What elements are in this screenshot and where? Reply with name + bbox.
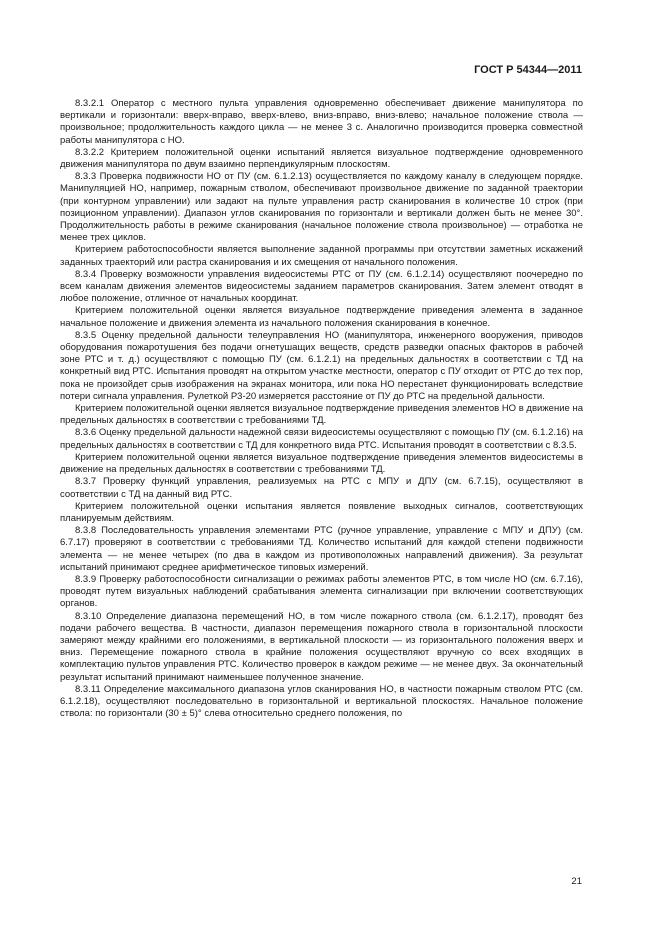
paragraph: Критерием положительной оценки испытания является появление выходных сигналов, соответствующих планируемым действиям.	[60, 500, 583, 524]
paragraph: 8.3.3 Проверка подвижности НО от ПУ (см. 6.1.2.13) осуществляется по каждому каналу в следующем порядке. Манипуляцией НО, например, пожарным стволом, обеспечивают произвольное движение по заданной траектории (при контурном управлении) или задают на пульте управления растр сканирования в количестве 10 строк (при позиционном управлении). Диапазон углов сканирования по горизонтали и вертикали должен быть не менее 30°. Продолжительность работы в режиме сканирования (начальное положение ствола произвольное) — отработка не менее трех циклов.	[60, 171, 583, 244]
page-number: 21	[571, 876, 582, 887]
paragraph: 8.3.2.1 Оператор с местного пульта управления одновременно обеспечивает движение манипулятора по вертикали и горизонтали: вверх-вправо, вверх-влево, вниз-вправо, вниз-влево; начальное положение ствола — произвольное; продолжительность каждого цикла — не менее 3 с. Аналогично производится проверка совместной работы манипулятора с НО.	[60, 98, 583, 146]
paragraph: 8.3.8 Последовательность управления элементами РТС (ручное управление, управление с МПУ и ДПУ) (см. 6.7.17) проверяют в соответствии с требованиями ТД. Количество испытаний для каждой степени подвижности элемента — не менее четырех (по два в каждом из противоположных направлений движения). За результат испытаний принимают среднее арифметическое типовых измерений.	[60, 525, 583, 573]
paragraph: Критерием работоспособности является выполнение заданной программы при отсутствии заметных искажений заданных траекторий или растра сканирования и их смещения от начального положения.	[60, 244, 583, 268]
paragraph: Критерием положительной оценки является визуальное подтверждение приведения элементов НО в движение на предельных дальностях в соответствии с требованиями ТД.	[60, 403, 583, 427]
paragraph: Критерием положительной оценки является визуальное подтверждение приведения элемента в заданное начальное положение и движения элемента из начального положения сканирования в конечное.	[60, 305, 583, 329]
paragraph: 8.3.6 Оценку предельной дальности надежной связи видеосистемы осуществляют с помощью ПУ (см. 6.1.2.16) на предельных дальностях в соответствии с ТД для конкретного вида РТС. Испытания проводят в соответствии с 8.3.5.	[60, 427, 583, 451]
paragraph: 8.3.2.2 Критерием положительной оценки испытаний является визуальное подтверждение одновременного движения манипулятора по двум взаимно перпендикулярным плоскостям.	[60, 146, 583, 171]
paragraph: 8.3.9 Проверку работоспособности сигнализации о режимах работы элементов РТС, в том числе НО (см. 6.7.16), проводят путем визуальных наблюдений срабатывания элемента сигнализации при включении соответствующих органов.	[60, 573, 583, 610]
paragraph: 8.3.11 Определение максимального диапазона углов сканирования НО, в частности пожарным стволом РТС (см. 6.1.2.18), осуществляют последовательно в горизонтальной и вертикальной плоскостях. Начальное положение ствола: по горизонтали (30 ± 5)° слева относительно среднего положения, по	[60, 683, 583, 720]
paragraph: 8.3.4 Проверку возможности управления видеосистемы РТС от ПУ (см. 6.1.2.14) осуществляют поочередно по всем каналам движения элементов видеосистемы заданием параметров сканирования. Затем элемент отводят в любое положение, отличное от начальных координат.	[60, 268, 583, 305]
paragraph: 8.3.5 Оценку предельной дальности телеуправления НО (манипулятора, инженерного вооружения, приводов оборудования пожаротушения без подачи огнетушащих веществ, средств разведки опасных факторов в рабочей зоне РТС и т. д.) осуществляют с помощью ПУ (см. 6.1.2.1) на предельных дальностях в соответствии с ТД на конкретный вид РТС. Испытания проводят на открытом участке местности, оператор с ПУ отходит от РТС до тех пор, пока не произойдет срыв изображения на экранах монитора, или пока НО перестанет функционировать вследствие потери сигнала управления. Рулеткой Р3-20 измеряется расстояние от ПУ до РТС на предельной дальности.	[60, 329, 583, 402]
paragraph: 8.3.10 Определение диапазона перемещений НО, в том числе пожарного ствола (см. 6.1.2.17), проводят без подачи рабочего вещества. В частности, диапазон перемещения пожарного ствола в горизонтальной плоскости замеряют между крайними его положениями, в вертикальной плоскости — из горизонтального положения вверх и вниз. Перемещение пожарного ствола в крайние положения осуществляют вручную со всех входящих в комплектацию пультов управления РТС. Количество проверок в каждом режиме — не менее двух. За окончательный результат испытаний принимают наименьшее полученное значение.	[60, 610, 583, 683]
document-body	[60, 98, 583, 720]
document-header: ГОСТ Р 54344—2011	[474, 64, 582, 76]
paragraph: Критерием положительной оценки является визуальное подтверждение приведения элементов видеосистемы в движение на предельных дальностях в соответствии с требованиями ТД.	[60, 451, 583, 476]
paragraph: 8.3.7 Проверку функций управления, реализуемых на РТС с МПУ и ДПУ (см. 6.7.15), осуществляют в соответствии с ТД на данный вид РТС.	[60, 476, 583, 500]
